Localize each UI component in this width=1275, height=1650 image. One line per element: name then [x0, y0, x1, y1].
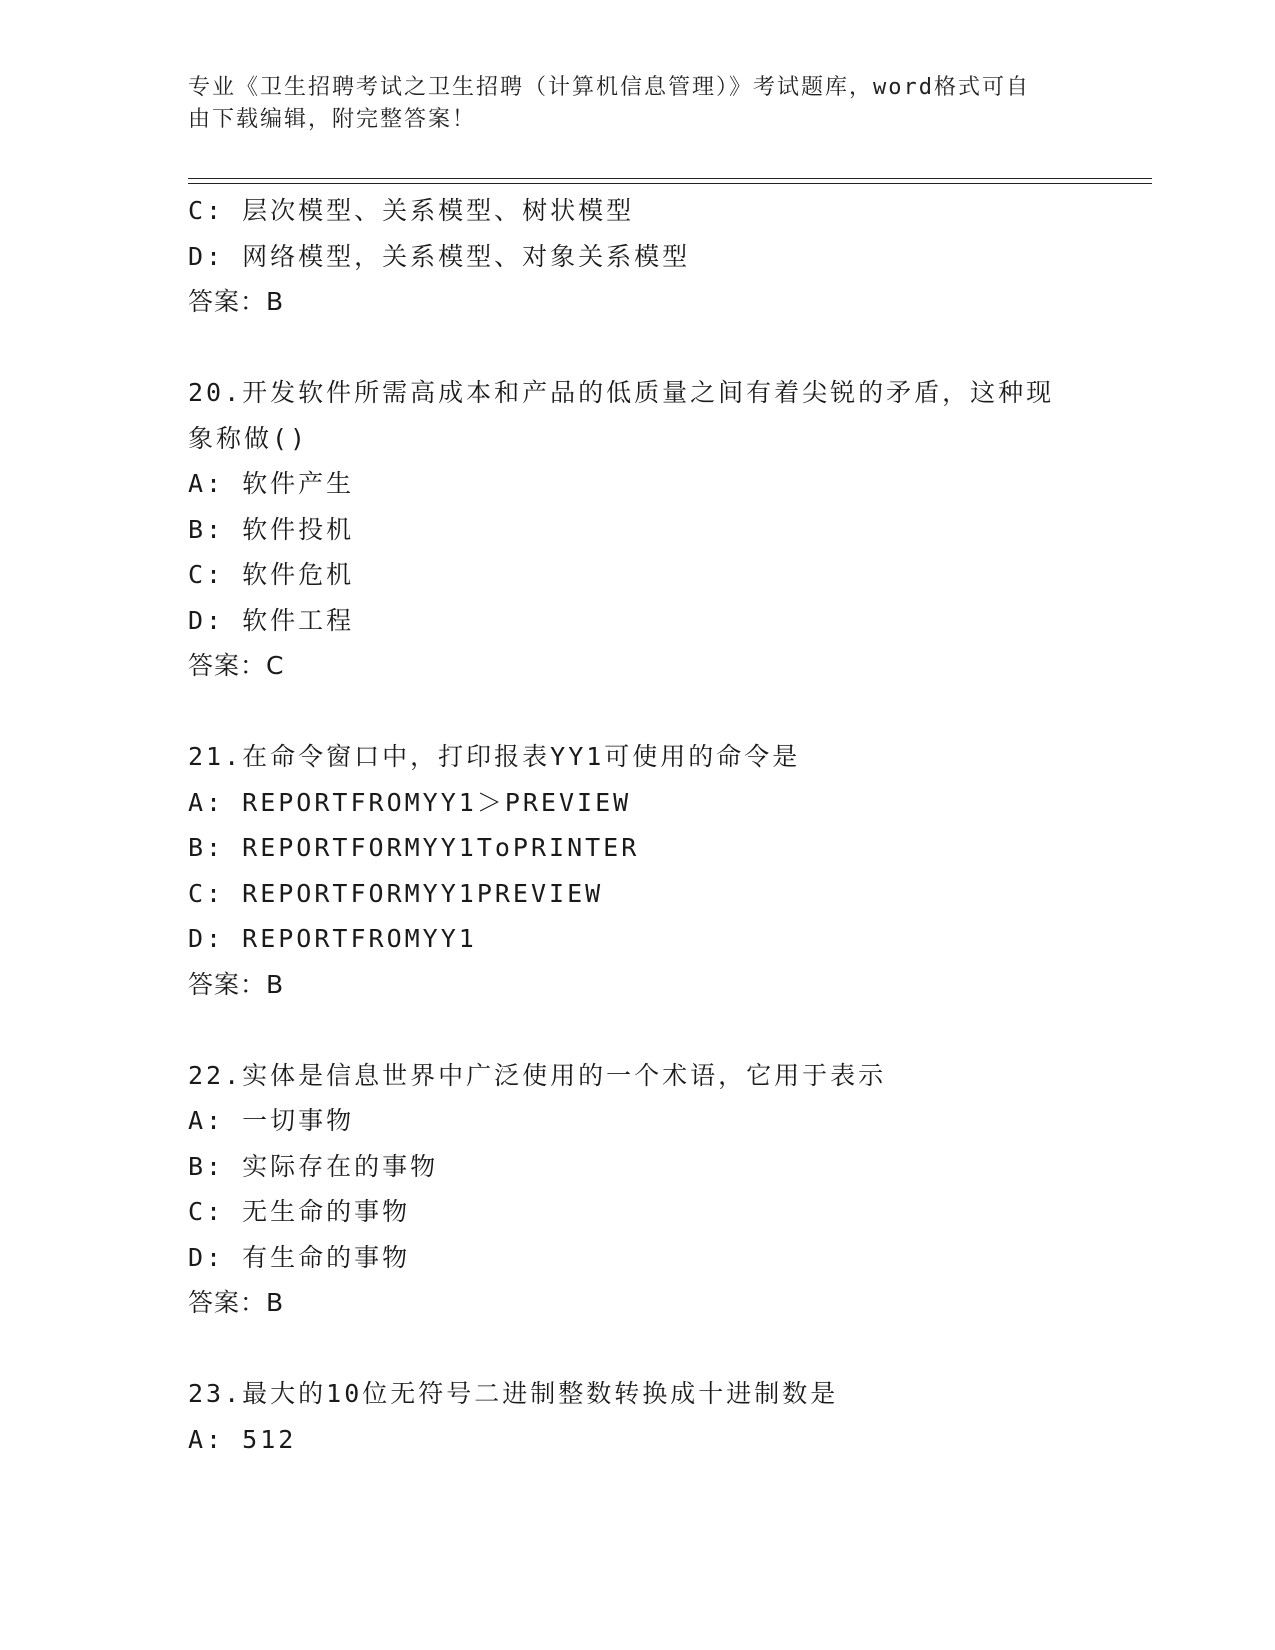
document-header [188, 72, 1068, 136]
spacer [188, 1326, 1088, 1372]
option-c: C: REPORTFORMYY1PREVIEW [188, 878, 604, 908]
question-text: 20.开发软件所需高成本和产品的低质量之间有着尖锐的矛盾，这种现 [188, 378, 1055, 407]
header-line-1: 专业《卫生招聘考试之卫生招聘（计算机信息管理）》考试题库，word格式可自 [188, 75, 1030, 100]
option-c: C: 层次模型、关系模型、树状模型 [188, 196, 635, 225]
answer: 答案：B [188, 1288, 285, 1317]
option-d: D: 网络模型，关系模型、对象关系模型 [188, 241, 691, 271]
option-c: C: 无生命的事物 [188, 1197, 411, 1226]
header-line-2: 由下载编辑，附完整答案！ [188, 107, 477, 132]
question-text: 23.最大的10位无符号二进制整数转换成十进制数是 [188, 1379, 839, 1408]
question-list [188, 188, 1088, 1462]
option-d: D: 软件工程 [188, 605, 355, 635]
option-d: D: 有生命的事物 [188, 1242, 411, 1272]
spacer [188, 1007, 1088, 1053]
option-a: A: 512 [188, 1424, 297, 1454]
spacer [188, 325, 1088, 371]
option-d: D: REPORTFROMYY1 [188, 924, 477, 953]
option-a: A: REPORTFROMYY1＞PREVIEW [188, 787, 632, 817]
question-text: 21.在命令窗口中，打印报表YY1可使用的命令是 [188, 742, 801, 771]
option-a: A: 软件产生 [188, 469, 355, 498]
answer: 答案：C [188, 651, 285, 680]
option-c: C: 软件危机 [188, 560, 355, 589]
header-rule-top [188, 178, 1152, 179]
answer: 答案：B [188, 287, 285, 316]
option-a: A: 一切事物 [188, 1106, 355, 1135]
question-21 [188, 734, 1088, 1007]
answer: 答案：B [188, 969, 285, 999]
question-text: 22.实体是信息世界中广泛使用的一个术语，它用于表示 [188, 1060, 887, 1090]
header-rule-bottom [188, 183, 1152, 184]
question-23 [188, 1371, 1088, 1462]
question-text-continued: 象称做() [188, 423, 309, 453]
option-b: B: REPORTFORMYY1ToPRINTER [188, 833, 640, 862]
question-22 [188, 1053, 1088, 1326]
spacer [188, 689, 1088, 735]
question-19-tail [188, 188, 1088, 325]
question-20 [188, 370, 1088, 689]
option-b: B: 软件投机 [188, 514, 355, 544]
option-b: B: 实际存在的事物 [188, 1151, 439, 1181]
